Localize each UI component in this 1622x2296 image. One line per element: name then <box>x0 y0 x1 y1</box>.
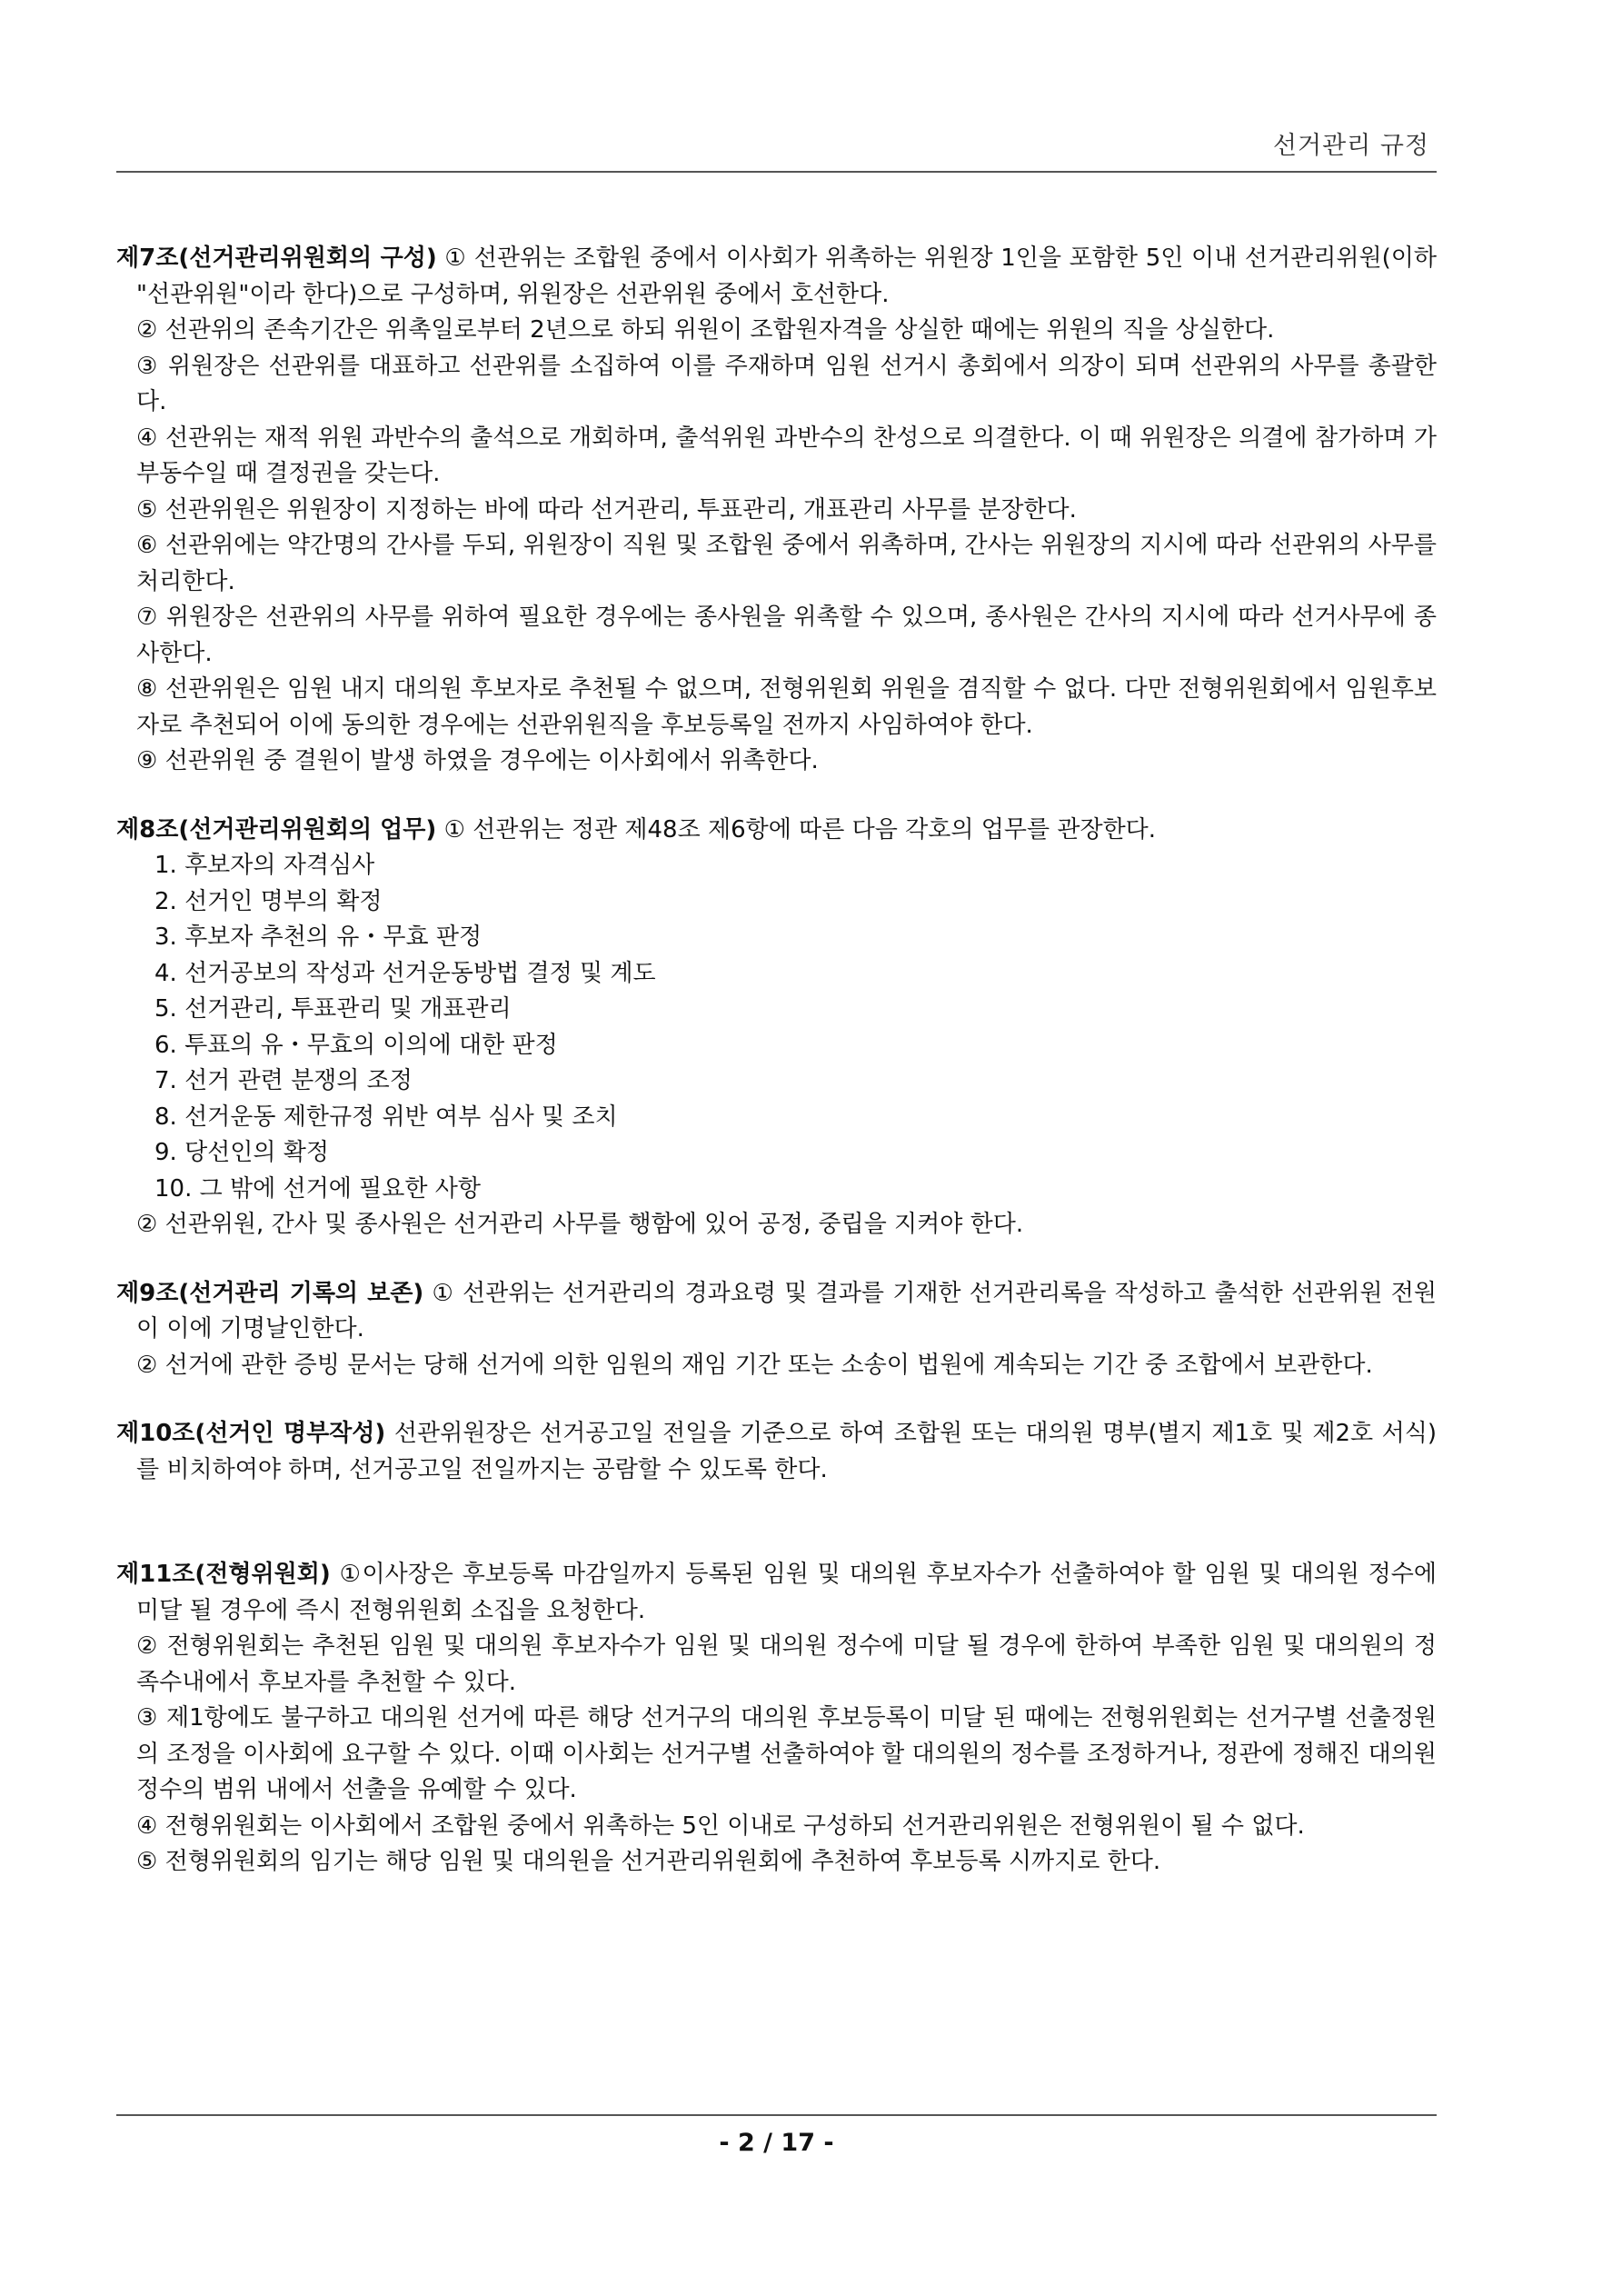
paragraph: ③ 제1항에도 불구하고 대의원 선거에 따른 해당 선거구의 대의원 후보등록이 미달 된 때에는 전형위원회는 선거구별 선출정원의 조정을 이사회에 요구할 수 있다. 이때 이사회는 선거구별 선출하여야 할 대의원의 정수를 조정하거나, 정관에 정해진 대의원 정수의 범위 내에서 선출을 유예할 수 있다. <box>136 1704 1437 1803</box>
paragraph: ② 선관위의 존속기간은 위촉일로부터 2년으로 하되 위원이 조합원자격을 상실한 때에는 위원의 직을 상실한다. <box>136 316 1275 344</box>
list-item: 3. 후보자 추천의 유・무효 판정 <box>154 923 483 951</box>
paragraph: ③ 위원장은 선관위를 대표하고 선관위를 소집하여 이를 주재하며 임원 선거시 총회에서 의장이 되며 선관위의 사무를 총괄한다. <box>136 352 1437 415</box>
document-body <box>116 241 1437 1913</box>
list-item: 5. 선거관리, 투표관리 및 개표관리 <box>154 995 512 1023</box>
article-first-line <box>116 1276 1437 1348</box>
page-number: - 2 / 17 - <box>719 2129 834 2157</box>
paragraph: ④ 전형위원회는 이사회에서 조합원 중에서 위촉하는 5인 이내로 구성하되 선거관리위원은 전형위원이 될 수 없다. <box>136 1812 1305 1840</box>
article-text: ① 선관위는 정관 제48조 제6항에 따른 다음 각호의 업무를 관장한다. <box>443 815 1157 844</box>
article-text: ① 선관위는 선거관리의 경과요령 및 결과를 기재한 선거관리록을 작성하고 출석한 선관위원 전원이 이에 기명날인한다. <box>136 1279 1437 1343</box>
list-item: 4. 선거공보의 작성과 선거운동방법 결정 및 계도 <box>154 959 656 987</box>
article-heading: 제9조(선거관리 기록의 보존) <box>116 1279 424 1307</box>
article-first-line <box>116 241 1437 313</box>
article-first-line <box>116 1416 1437 1488</box>
list-item: 1. 후보자의 자격심사 <box>154 852 375 879</box>
list-item: 7. 선거 관련 분쟁의 조정 <box>154 1067 413 1094</box>
article-7 <box>116 241 1437 780</box>
article-text: ① 선관위는 조합원 중에서 이사회가 위촉하는 위원장 1인을 포함한 5인 이내 선거관리위원(이하 "선관위원"이라 한다)으로 구성하며, 위원장은 선관위원 중에서 호선한다. <box>136 245 1437 308</box>
paragraph: ⑤ 전형위원회의 임기는 해당 임원 및 대의원을 선거관리위원회에 추천하여 후보등록 시까지로 한다. <box>136 1848 1161 1875</box>
paragraph: ② 선관위원, 간사 및 종사원은 선거관리 사무를 행함에 있어 공정, 중립을 지켜야 한다. <box>136 1211 1024 1238</box>
header-title: 선거관리 규정 <box>1272 132 1429 160</box>
paragraph: ② 선거에 관한 증빙 문서는 당해 선거에 의한 임원의 재임 기간 또는 소송이 법원에 계속되는 기간 중 조합에서 보관한다. <box>136 1351 1373 1379</box>
paragraph: ② 전형위원회는 추천된 임원 및 대의원 후보자수가 임원 및 대의원 정수에 미달 될 경우에 한하여 부족한 임원 및 대의원의 정족수내에서 후보자를 추천할 수 있다. <box>136 1632 1437 1696</box>
article-9 <box>116 1276 1437 1384</box>
paragraph: ⑦ 위원장은 선관위의 사무를 위하여 필요한 경우에는 종사원을 위촉할 수 있으며, 종사원은 간사의 지시에 따라 선거사무에 종사한다. <box>136 604 1437 667</box>
paragraph: ⑤ 선관위원은 위원장이 지정하는 바에 따라 선거관리, 투표관리, 개표관리 사무를 분장한다. <box>136 495 1077 524</box>
article-first-line <box>116 813 1437 849</box>
article-8 <box>116 813 1437 1243</box>
list-item: 2. 선거인 명부의 확정 <box>154 887 383 915</box>
page-header <box>116 118 1437 173</box>
article-first-line <box>116 1557 1437 1629</box>
article-heading: 제7조(선거관리위원회의 구성) <box>116 245 437 272</box>
article-heading: 제10조(선거인 명부작성) <box>116 1420 386 1447</box>
paragraph: ⑧ 선관위원은 임원 내지 대의원 후보자로 추천될 수 없으며, 전형위원회 위원을 겸직할 수 없다. 다만 전형위원회에서 임원후보자로 추천되어 이에 동의한 경우에는 선관위원직을 후보등록일 전까지 사임하여야 한다. <box>136 675 1437 739</box>
list-item: 6. 투표의 유・무효의 이의에 대한 판정 <box>154 1031 558 1059</box>
paragraph: ④ 선관위는 재적 위원 과반수의 출석으로 개회하며, 출석위원 과반수의 찬성으로 의결한다. 이 때 위원장은 의결에 참가하며 가부동수일 때 결정권을 갖는다. <box>136 424 1437 487</box>
list-item: 9. 당선인의 확정 <box>154 1139 330 1166</box>
list-item: 10. 그 밖에 선거에 필요한 사항 <box>154 1174 481 1203</box>
duty-list <box>116 848 1437 1207</box>
page-footer <box>116 2114 1437 2189</box>
article-11 <box>116 1557 1437 1881</box>
paragraph: ⑨ 선관위원 중 결원이 발생 하였을 경우에는 이사회에서 위촉한다. <box>136 747 819 774</box>
article-heading: 제11조(전형위원회) <box>116 1561 331 1588</box>
list-item: 8. 선거운동 제한규정 위반 여부 심사 및 조치 <box>154 1103 618 1131</box>
article-text: ①이사장은 후보등록 마감일까지 등록된 임원 및 대의원 후보자수가 선출하여야 할 임원 및 대의원 정수에 미달 될 경우에 즉시 전형위원회 소집을 요청한다. <box>136 1561 1438 1624</box>
article-heading: 제8조(선거관리위원회의 업무) <box>116 815 437 844</box>
paragraph: ⑥ 선관위에는 약간명의 간사를 두되, 위원장이 직원 및 조합원 중에서 위촉하며, 간사는 위원장의 지시에 따라 선관위의 사무를 처리한다. <box>136 532 1437 595</box>
article-10 <box>116 1416 1437 1488</box>
article-text: 선관위원장은 선거공고일 전일을 기준으로 하여 조합원 또는 대의원 명부(별지 제1호 및 제2호 서식)를 비치하여야 하며, 선거공고일 전일까지는 공람할 수 있도록 한다. <box>136 1420 1438 1483</box>
